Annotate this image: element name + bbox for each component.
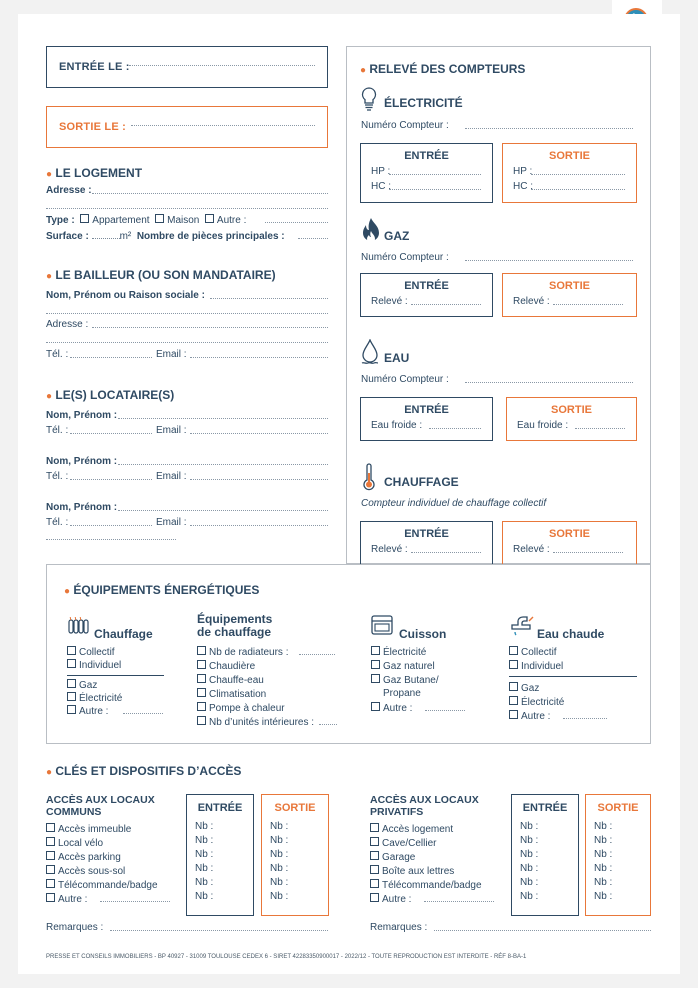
- communs-entree-header: ENTRÉE: [197, 802, 243, 814]
- communs-entree-nb-1: Nb :: [195, 821, 214, 832]
- chauffage-gaz[interactable]: Gaz: [67, 679, 97, 691]
- electricite-entree-box[interactable]: [360, 143, 493, 203]
- communs-entree-nb-2: Nb :: [195, 835, 214, 846]
- gaz-entree-releve: Relevé :: [371, 296, 408, 307]
- locataire2-tel-label: Tél. :: [46, 471, 69, 482]
- entree-le-box[interactable]: [46, 46, 328, 88]
- eau-chaude-collectif[interactable]: Collectif: [509, 646, 557, 658]
- sortie-le-box[interactable]: [46, 106, 328, 148]
- sortie-hp-label: HP :: [513, 166, 533, 177]
- acces-sous-sol[interactable]: Accès sous-sol: [46, 865, 125, 877]
- boite-aux-lettres[interactable]: Boîte aux lettres: [370, 865, 454, 877]
- chauffage-subtitle: Compteur individuel de chauffage collectif: [361, 498, 547, 509]
- locataire3-tel-label: Tél. :: [46, 517, 69, 528]
- privatifs-entree-nb-1: Nb :: [520, 821, 539, 832]
- eau-chaude-electricite[interactable]: Électricité: [509, 696, 564, 708]
- eau-chaude-individuel[interactable]: Individuel: [509, 660, 563, 672]
- bailleur-email-label: Email :: [156, 349, 187, 360]
- eau-chaude-title: Eau chaude: [537, 627, 605, 641]
- eau-sortie-froide: Eau froide :: [517, 420, 569, 431]
- privatifs-entree-nb-2: Nb :: [520, 835, 539, 846]
- communs-sortie-nb-3: Nb :: [270, 849, 289, 860]
- locataire1-tel-label: Tél. :: [46, 425, 69, 436]
- privatifs-sortie-nb-1: Nb :: [594, 821, 613, 832]
- form-page: [18, 14, 680, 974]
- chauffage-sortie-releve: Relevé :: [513, 544, 550, 555]
- chauffage-entree-header: ENTRÉE: [404, 528, 449, 540]
- chauffage-entree-box[interactable]: [360, 521, 493, 565]
- communs-sortie-box[interactable]: [261, 794, 329, 916]
- communs-sortie-nb-5: Nb :: [270, 877, 289, 888]
- privatifs-sortie-nb-2: Nb :: [594, 835, 613, 846]
- entree-le-label: ENTRÉE LE :: [59, 61, 130, 73]
- locataire2-nom-label: Nom, Prénom :: [46, 456, 118, 467]
- privatifs-entree-nb-6: Nb :: [520, 891, 539, 902]
- stove-icon: [371, 615, 393, 635]
- eau-sortie-header: SORTIE: [551, 404, 592, 416]
- garage[interactable]: Garage: [370, 851, 415, 863]
- compteurs-title: ● RELEVÉ DES COMPTEURS: [360, 62, 526, 76]
- radiator-icon: [67, 617, 89, 635]
- logement-title: ● LE LOGEMENT: [46, 166, 143, 180]
- bailleur-nom-label: Nom, Prénom ou Raison sociale :: [46, 290, 205, 301]
- cuisson-electricite[interactable]: Électricité: [371, 646, 426, 658]
- communs-sortie-nb-1: Nb :: [270, 821, 289, 832]
- communs-sortie-nb-4: Nb :: [270, 863, 289, 874]
- gaz-sortie-box[interactable]: [502, 273, 637, 317]
- communs-telecommande[interactable]: Télécommande/badge: [46, 879, 158, 891]
- chauffage-sortie-box[interactable]: [502, 521, 637, 565]
- privatifs-remarques-label: Remarques :: [370, 922, 428, 933]
- communs-entree-nb-4: Nb :: [195, 863, 214, 874]
- communs-sortie-nb-6: Nb :: [270, 891, 289, 902]
- cuisson-gaz-butane[interactable]: Gaz Butane/: [371, 674, 439, 686]
- privatifs-entree-header: ENTRÉE: [522, 802, 568, 814]
- eau-entree-box[interactable]: [360, 397, 493, 441]
- communs-sortie-nb-2: Nb :: [270, 835, 289, 846]
- cuisson-gaz-naturel[interactable]: Gaz naturel: [371, 660, 435, 672]
- eau-title: EAU: [384, 351, 410, 365]
- climatisation[interactable]: Climatisation: [197, 688, 266, 700]
- equip-de-chauffage-title: Équipements de chauffage: [197, 612, 273, 639]
- communs-entree-box[interactable]: [186, 794, 254, 916]
- gaz-sortie-header: SORTIE: [549, 280, 590, 292]
- acces-logement[interactable]: Accès logement: [370, 823, 453, 835]
- compteurs-panel: [346, 46, 651, 564]
- bailleur-title: ● LE BAILLEUR (OU SON MANDATAIRE): [46, 268, 276, 282]
- light-bulb-icon: [361, 87, 377, 111]
- eau-chaude-autre[interactable]: Autre :: [509, 710, 550, 722]
- communs-entree-nb-5: Nb :: [195, 877, 214, 888]
- chauffage-entree-releve: Relevé :: [371, 544, 408, 555]
- privatifs-entree-nb-5: Nb :: [520, 877, 539, 888]
- cave-cellier[interactable]: Cave/Cellier: [370, 837, 436, 849]
- eau-entree-froide: Eau froide :: [371, 420, 423, 431]
- privatifs-autre[interactable]: Autre :: [370, 893, 411, 905]
- gaz-entree-header: ENTRÉE: [404, 280, 449, 292]
- gaz-title: GAZ: [384, 229, 410, 243]
- communs-remarques-label: Remarques :: [46, 922, 104, 933]
- cles-title: ● CLÉS ET DISPOSITIFS D’ACCÈS: [46, 764, 242, 778]
- type-row: Type : Appartement Maison Autre :: [46, 215, 247, 226]
- locataire3-nom-label: Nom, Prénom :: [46, 502, 118, 513]
- bailleur-adresse-label: Adresse :: [46, 319, 89, 330]
- gaz-entree-box[interactable]: [360, 273, 493, 317]
- electricite-title: ÉLECTRICITÉ: [384, 96, 463, 110]
- locataire1-nom-label: Nom, Prénom :: [46, 410, 118, 421]
- locataire3-email-label: Email :: [156, 517, 187, 528]
- electricite-numero-label: Numéro Compteur :: [361, 120, 449, 131]
- acces-parking[interactable]: Accès parking: [46, 851, 121, 863]
- entree-hp-label: HP :: [371, 166, 391, 177]
- nb-radiateurs[interactable]: Nb de radiateurs :: [197, 646, 289, 658]
- nb-unites-interieures[interactable]: Nb d’unités intérieures :: [197, 716, 314, 728]
- entree-hc-label: HC :: [371, 181, 391, 192]
- autre-checkbox[interactable]: [205, 214, 214, 223]
- privatifs-sortie-nb-6: Nb :: [594, 891, 613, 902]
- chauffage-sortie-header: SORTIE: [549, 528, 590, 540]
- acces-immeuble[interactable]: Accès immeuble: [46, 823, 131, 835]
- surface-row: Surface : m² Nombre de pièces principales :: [46, 231, 285, 242]
- maison-checkbox[interactable]: [155, 214, 164, 223]
- thermometer-icon: [362, 463, 376, 491]
- privatifs-sortie-box[interactable]: [585, 794, 651, 916]
- privatifs-title: ACCÈS AUX LOCAUX PRIVATIFS: [370, 794, 479, 818]
- communs-autre[interactable]: Autre :: [46, 893, 87, 905]
- electricite-entree-header: ENTRÉE: [404, 150, 449, 162]
- chauffage-electricite[interactable]: Électricité: [67, 692, 122, 704]
- locataire2-email-label: Email :: [156, 471, 187, 482]
- privatifs-sortie-header: SORTIE: [597, 802, 639, 814]
- chauffage-title: CHAUFFAGE: [384, 475, 459, 489]
- privatifs-sortie-nb-4: Nb :: [594, 863, 613, 874]
- locataire1-email-label: Email :: [156, 425, 187, 436]
- locataires-title: ● LE(S) LOCATAIRE(S): [46, 388, 175, 402]
- chauffage-autre[interactable]: Autre :: [67, 705, 108, 717]
- gaz-sortie-releve: Relevé :: [513, 296, 550, 307]
- water-drop-icon: [361, 339, 379, 365]
- gaz-numero-label: Numéro Compteur :: [361, 252, 449, 263]
- communs-title: ACCÈS AUX LOCAUX COMMUNS: [46, 794, 155, 818]
- communs-sortie-header: SORTIE: [274, 802, 316, 814]
- equip-chauffage-title: Chauffage: [94, 627, 153, 641]
- privatifs-entree-nb-4: Nb :: [520, 863, 539, 874]
- chaudiere[interactable]: Chaudière: [197, 660, 255, 672]
- privatifs-sortie-nb-5: Nb :: [594, 877, 613, 888]
- sortie-hc-label: HC :: [513, 181, 533, 192]
- cuisson-autre[interactable]: Autre :: [371, 702, 412, 714]
- local-velo[interactable]: Local vélo: [46, 837, 103, 849]
- communs-entree-nb-6: Nb :: [195, 891, 214, 902]
- eau-numero-label: Numéro Compteur :: [361, 374, 449, 385]
- equipements-panel: [46, 564, 651, 744]
- adresse-label: Adresse :: [46, 185, 92, 196]
- chauffage-individuel[interactable]: Individuel: [67, 659, 121, 671]
- cuisson-title: Cuisson: [399, 627, 447, 641]
- electricite-sortie-box[interactable]: [502, 143, 637, 203]
- faucet-icon: [509, 615, 535, 637]
- privatifs-entree-box[interactable]: [511, 794, 579, 916]
- chauffage-collectif[interactable]: Collectif: [67, 646, 115, 658]
- flame-icon: [361, 217, 381, 245]
- equipements-title: ● ÉQUIPEMENTS ÉNERGÉTIQUES: [64, 583, 260, 597]
- privatifs-entree-nb-3: Nb :: [520, 849, 539, 860]
- privatifs-sortie-nb-3: Nb :: [594, 849, 613, 860]
- footer-legal: PRESSE ET CONSEILS IMMOBILIERS - BP 40927 - 31009 TOULOUSE CEDEX 6 - SIRET 42283350900017 - 2022/12 - TOUTE REPRODUCTION EST INTERDITE - RÉF 8-BA-1: [46, 954, 527, 960]
- sortie-le-label: SORTIE LE :: [59, 121, 126, 133]
- eau-sortie-box[interactable]: [506, 397, 637, 441]
- bailleur-tel-label: Tél. :: [46, 349, 69, 360]
- electricite-sortie-header: SORTIE: [549, 150, 590, 162]
- appartement-checkbox[interactable]: [80, 214, 89, 223]
- privatifs-telecommande[interactable]: Télécommande/badge: [370, 879, 482, 891]
- cuisson-propane: Propane: [383, 688, 421, 699]
- eau-entree-header: ENTRÉE: [404, 404, 449, 416]
- eau-chaude-gaz[interactable]: Gaz: [509, 682, 539, 694]
- communs-entree-nb-3: Nb :: [195, 849, 214, 860]
- pompe-a-chaleur[interactable]: Pompe à chaleur: [197, 702, 285, 714]
- chauffe-eau[interactable]: Chauffe-eau: [197, 674, 264, 686]
